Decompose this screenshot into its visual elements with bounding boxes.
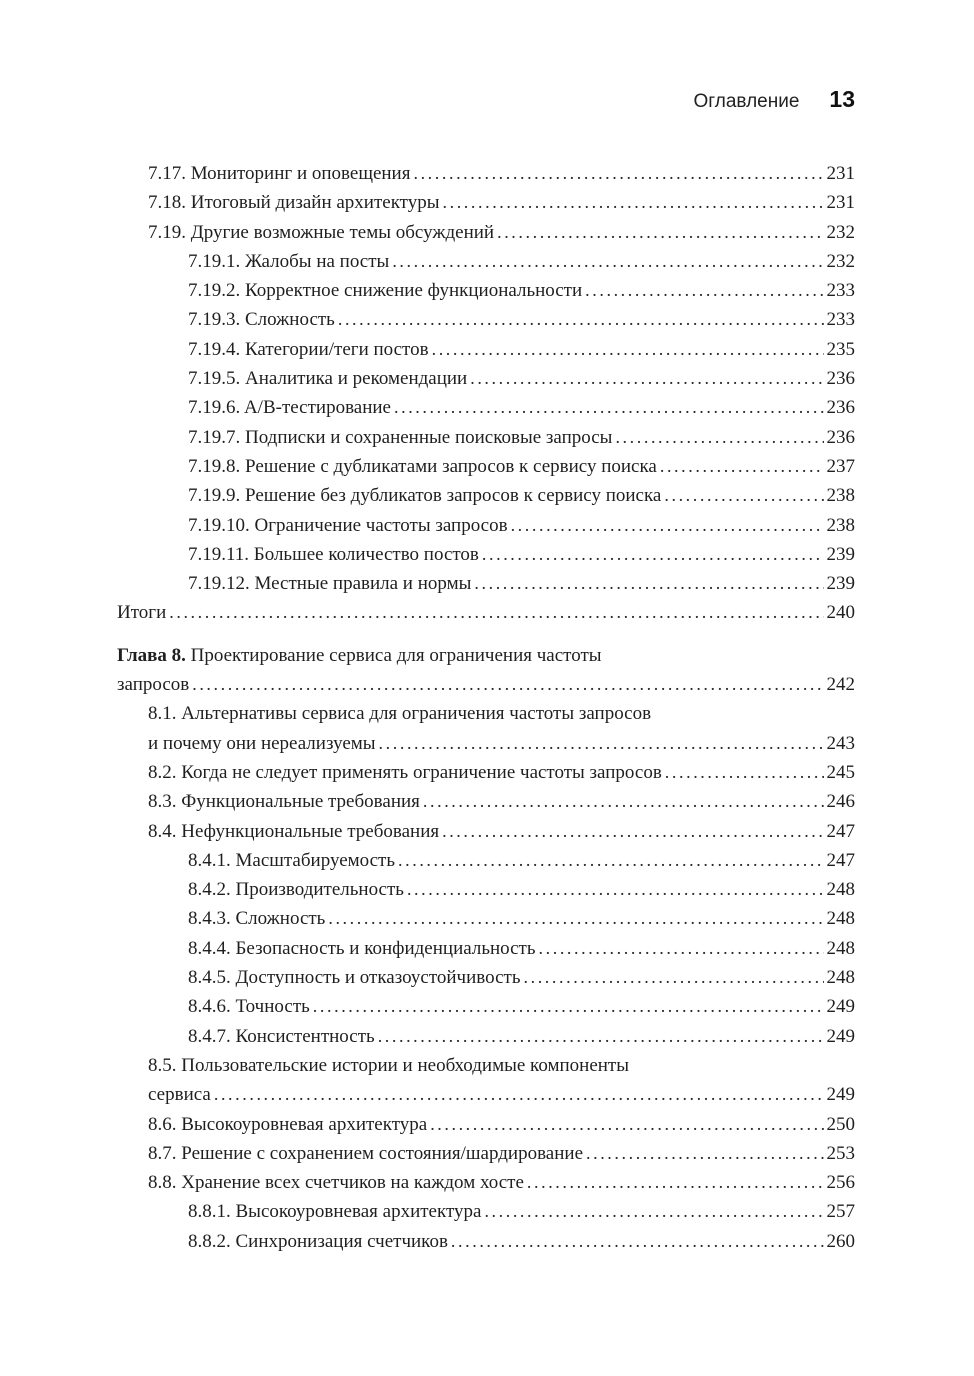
toc-line [148,787,855,816]
toc-page-number: 231 [826,192,855,214]
toc-entry [117,699,855,758]
toc-line [148,758,855,787]
dot-leader [214,1080,824,1109]
toc-entry-label: 8.8.2. Синхронизация счетчиков [188,1230,448,1252]
toc-page-number: 233 [826,309,855,331]
toc-entry [117,1051,855,1110]
toc-page-number: 240 [826,602,855,624]
dot-leader [664,481,823,510]
toc-entry [117,1168,855,1197]
toc-line [188,846,855,875]
toc-page-number: 233 [826,280,855,302]
dot-leader [379,729,824,758]
dot-leader [169,598,823,627]
dot-leader [313,992,824,1021]
dot-leader [539,934,824,963]
toc-page-number: 257 [826,1201,855,1223]
toc-entry [117,423,855,452]
toc-line [188,904,855,933]
toc-line [188,481,855,510]
toc-entry-label: 8.4.3. Сложность [188,908,326,930]
dot-leader [394,393,824,422]
toc-entry-label: 8.1. Альтернативы сервиса для ограничения частоты запросов [148,703,652,725]
toc-entry [117,569,855,598]
toc-entry [117,247,855,276]
toc-entry [117,1139,855,1168]
toc-line [188,1197,855,1226]
page-number: 13 [829,86,855,112]
toc-entry [117,904,855,933]
toc-page-number: 236 [826,397,855,419]
toc-entry-label: 8.4.6. Точность [188,996,310,1018]
toc-page-number: 239 [826,543,855,565]
toc-entry [117,218,855,247]
toc-entry-chapter [117,641,855,700]
toc-line [148,817,855,846]
toc-entry [117,305,855,334]
toc-entry-label: 8.7. Решение с сохранением состояния/шардирование [148,1142,583,1164]
dot-leader [615,423,823,452]
toc-entry-label: 8.5. Пользовательские истории и необходимые компоненты [148,1054,629,1076]
toc-entry-label: 7.19.2. Корректное снижение функциональности [188,280,583,302]
toc-page-number: 239 [826,573,855,595]
toc-entry [117,276,855,305]
dot-leader [527,1168,824,1197]
toc-entry-label: 8.4.7. Консистентность [188,1025,375,1047]
toc-line [148,699,855,728]
toc-line [148,1139,855,1168]
toc-line [117,670,855,699]
toc-line [188,364,855,393]
dot-leader [413,159,823,188]
toc-page-number: 236 [826,426,855,448]
dot-leader [585,276,823,305]
toc-line [188,423,855,452]
dot-leader [328,904,823,933]
toc-page-number: 238 [826,514,855,536]
dot-leader [442,817,823,846]
toc-page-number: 247 [826,849,855,871]
toc-entry-label: 7.19.6. A/B-тестирование [188,397,391,419]
toc-entry-label: 8.4.5. Доступность и отказоустойчивость [188,967,521,989]
toc-entry-label: 8.8. Хранение всех счетчиков на каждом хосте [148,1172,524,1194]
toc-entry [117,992,855,1021]
toc-page-number: 248 [826,937,855,959]
toc-entry [117,188,855,217]
toc-entry-label: 8.6. Высокоуровневая архитектура [148,1113,428,1135]
toc-entry-label: 7.19.7. Подписки и сохраненные поисковые запросы [188,426,613,448]
toc-page-number: 235 [826,338,855,360]
dot-leader [338,305,824,334]
toc-entry [117,758,855,787]
toc-page-number: 243 [826,732,855,754]
dot-leader [398,846,823,875]
dot-leader [470,364,823,393]
toc-entry [117,598,855,627]
toc-line [188,452,855,481]
toc-page-number: 250 [826,1113,855,1135]
toc-line [188,393,855,422]
toc-entry-label: Глава 8. Проектирование сервиса для ограничения частоты [117,644,602,666]
toc-entry [117,159,855,188]
toc-page-number: 236 [826,368,855,390]
toc-entry-label: 7.19.3. Сложность [188,309,335,331]
toc-page-number: 247 [826,820,855,842]
dot-leader [192,670,823,699]
toc-page-number: 260 [826,1230,855,1252]
dot-leader [524,963,824,992]
toc-entry-label: Итоги [117,602,167,624]
toc-entry [117,452,855,481]
toc-entry [117,393,855,422]
dot-leader [378,1022,824,1051]
toc-page-number: 248 [826,967,855,989]
toc-line [188,1227,855,1256]
toc-entry-label: 8.8.1. Высокоуровневая архитектура [188,1201,482,1223]
toc-line [188,247,855,276]
toc-line [188,963,855,992]
toc-entry [117,364,855,393]
toc-page-number: 249 [826,1084,855,1106]
toc-entry [117,1197,855,1226]
toc-entry-label: сервиса [148,1084,211,1106]
toc-line [188,305,855,334]
dot-leader [497,218,823,247]
toc-entry [117,481,855,510]
toc-entry-label: 7.19.11. Большее количество постов [188,543,479,565]
toc-entry-label: 7.19.12. Местные правила и нормы [188,573,472,595]
dot-leader [586,1139,824,1168]
toc-line [188,992,855,1021]
toc-entry-label: 7.19. Другие возможные темы обсуждений [148,221,495,243]
toc-entry [117,963,855,992]
toc-page-number: 246 [826,791,855,813]
toc-page-number: 232 [826,221,855,243]
toc-line [148,1051,855,1080]
toc-entry-label: 8.4. Нефункциональные требования [148,820,440,842]
toc-entry-label: 8.4.1. Масштабируемость [188,849,396,871]
toc-entry [117,846,855,875]
toc-entry-label: 7.19.10. Ограничение частоты запросов [188,514,508,536]
toc-entry [117,817,855,846]
toc-list [117,159,855,1256]
toc-entry [117,1227,855,1256]
dot-leader [665,758,824,787]
dot-leader [511,511,824,540]
toc-line [188,569,855,598]
toc-entry [117,540,855,569]
toc-entry [117,1110,855,1139]
toc-entry [117,875,855,904]
toc-entry-label: 8.4.4. Безопасность и конфиденциальность [188,937,536,959]
toc-page-number: 237 [826,455,855,477]
toc-line [148,159,855,188]
toc-page-number: 253 [826,1142,855,1164]
dot-leader [484,1197,823,1226]
toc-entry [117,934,855,963]
dot-leader [407,875,824,904]
toc-line [188,335,855,364]
toc-entry-label: 8.2. Когда не следует применять ограничение частоты запросов [148,761,662,783]
toc-line [148,1168,855,1197]
toc-page-number: 245 [826,761,855,783]
toc-page-number: 256 [826,1172,855,1194]
toc-page-number: 248 [826,879,855,901]
toc-page-number: 238 [826,485,855,507]
toc-line [188,540,855,569]
dot-leader [392,247,823,276]
toc-entry [117,1022,855,1051]
toc-line [148,1080,855,1109]
dot-leader [423,787,824,816]
dot-leader [451,1227,824,1256]
toc-line [188,934,855,963]
dot-leader [443,188,824,217]
toc-page-number: 232 [826,250,855,272]
toc-entry-label: 7.19.8. Решение с дубликатами запросов к сервису поиска [188,455,657,477]
toc-line [148,188,855,217]
toc-page-number: 248 [826,908,855,930]
toc-line [188,1022,855,1051]
toc-page-number: 249 [826,996,855,1018]
toc-entry-label: 7.17. Мониторинг и оповещения [148,163,411,184]
toc-entry-label: 8.3. Функциональные требования [148,791,420,813]
toc-line [148,729,855,758]
toc-line [188,875,855,904]
dot-leader [432,335,824,364]
toc-entry [117,787,855,816]
toc-entry-label: запросов [117,674,190,696]
toc-entry-label: 7.19.9. Решение без дубликатов запросов к сервису поиска [188,485,662,507]
toc-entry-label: 7.19.5. Аналитика и рекомендации [188,368,468,390]
toc-line [148,1110,855,1139]
toc-line [188,511,855,540]
toc-page-number: 242 [826,674,855,696]
chapter-number-label: Глава 8. [117,644,191,666]
running-title: Оглавление [693,91,800,112]
dot-leader [660,452,824,481]
toc-line [117,641,855,670]
toc-page-number: 231 [826,163,855,184]
toc-line [117,598,855,627]
toc-entry [117,335,855,364]
toc-page-number: 249 [826,1025,855,1047]
toc-line [148,218,855,247]
dot-leader [474,569,823,598]
toc-line [188,276,855,305]
toc-entry-label: 7.19.1. Жалобы на посты [188,250,390,272]
toc-entry [117,511,855,540]
toc-entry-label: 7.19.4. Категории/теги постов [188,338,429,360]
toc-entry-label: и почему они нереализуемы [148,732,376,754]
dot-leader [482,540,824,569]
toc-entry-label: 8.4.2. Производительность [188,879,404,901]
dot-leader [430,1110,823,1139]
toc-entry-label: 7.18. Итоговый дизайн архитектуры [148,192,440,214]
page-header [117,86,855,113]
